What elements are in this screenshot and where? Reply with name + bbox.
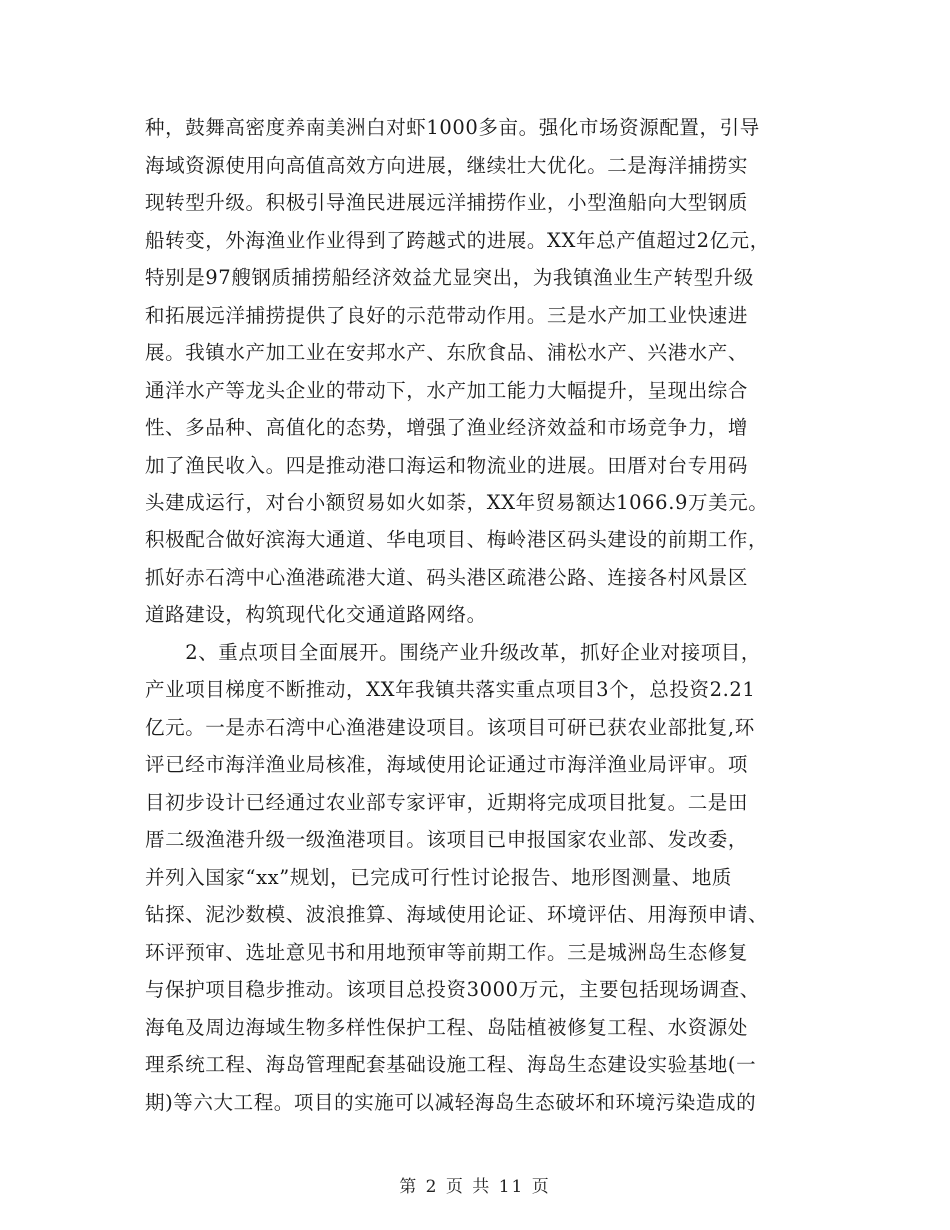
paragraph-line: 积极配合做好滨海大通道、华电项目、梅岭港区码头建设的前期工作， — [145, 528, 769, 551]
paragraph-line: 钻探、泥沙数模、波浪推算、海域使用论证、环境评估、用海预申请、 — [145, 903, 769, 926]
paragraph-line: 海域资源使用向高值高效方向进展，继续壮大优化。二是海洋捕捞实 — [145, 154, 749, 177]
paragraph-line: 评已经市海洋渔业局核准，海域使用论证通过市海洋渔业局评审。项 — [145, 753, 749, 776]
paragraph-line: 厝二级渔港升级一级渔港项目。该项目已申报国家农业部、发改委， — [145, 828, 749, 851]
paragraph-line: 2、重点项目全面展开。围绕产业升级改革，抓好企业对接项目， — [145, 641, 762, 664]
paragraph-line: 产业项目梯度不断推动，XX年我镇共落实重点项目3个，总投资2.21 — [145, 678, 756, 701]
page-number-footer: 第 2 页 共 11 页 — [399, 1177, 551, 1197]
paragraph-line: 并列入国家“xx”规划，已完成可行性讨论报告、地形图测量、地质 — [145, 866, 733, 889]
paragraph-line: 种，鼓舞高密度养南美洲白对虾1000多亩。强化市场资源配置，引导 — [145, 116, 760, 139]
paragraph-line: 与保护项目稳步推动。该项目总投资3000万元，主要包括现场调查、 — [145, 978, 760, 1001]
paragraph-line: 加了渔民收入。四是推动港口海运和物流业的进展。田厝对台专用码 — [145, 454, 749, 477]
paragraph-line: 道路建设，构筑现代化交通道路网络。 — [145, 603, 487, 626]
paragraph-line: 现转型升级。积极引导渔民进展远洋捕捞作业，小型渔船向大型钢质 — [145, 191, 749, 214]
paragraph-line: 亿元。一是赤石湾中心渔港建设项目。该项目可研已获农业部批复,环 — [145, 716, 755, 739]
paragraph-line: 期)等六大工程。项目的实施可以减轻海岛生态破坏和环境污染造成的 — [145, 1091, 757, 1114]
paragraph-line: 船转变，外海渔业作业得到了跨越式的进展。XX年总产值超过2亿元， — [145, 229, 770, 252]
paragraph-line: 抓好赤石湾中心渔港疏港大道、码头港区疏港公路、连接各村风景区 — [145, 566, 749, 589]
paragraph-line: 目初步设计已经通过农业部专家评审，近期将完成项目批复。二是田 — [145, 791, 749, 814]
paragraph-line: 展。我镇水产加工业在安邦水产、东欣食品、浦松水产、兴港水产、 — [145, 341, 749, 364]
paragraph-line: 通洋水产等龙头企业的带动下，水产加工能力大幅提升，呈现出综合 — [145, 379, 749, 402]
paragraph-line: 环评预审、选址意见书和用地预审等前期工作。三是城洲岛生态修复 — [145, 941, 749, 964]
paragraph-line: 理系统工程、海岛管理配套基础设施工程、海岛生态建设实验基地(一 — [145, 1053, 757, 1076]
paragraph-line: 特别是97艘钢质捕捞船经济效益尤显突出，为我镇渔业生产转型升级 — [145, 266, 754, 289]
paragraph-line: 性、多品种、高值化的态势，增强了渔业经济效益和市场竞争力，增 — [145, 416, 749, 439]
paragraph-line: 头建成运行，对台小额贸易如火如荼，XX年贸易额达1066.9万美元。 — [145, 491, 769, 514]
paragraph-line: 和拓展远洋捕捞提供了良好的示范带动作用。三是水产加工业快速进 — [145, 304, 749, 327]
paragraph-line: 海龟及周边海域生物多样性保护工程、岛陆植被修复工程、水资源处 — [145, 1016, 749, 1039]
